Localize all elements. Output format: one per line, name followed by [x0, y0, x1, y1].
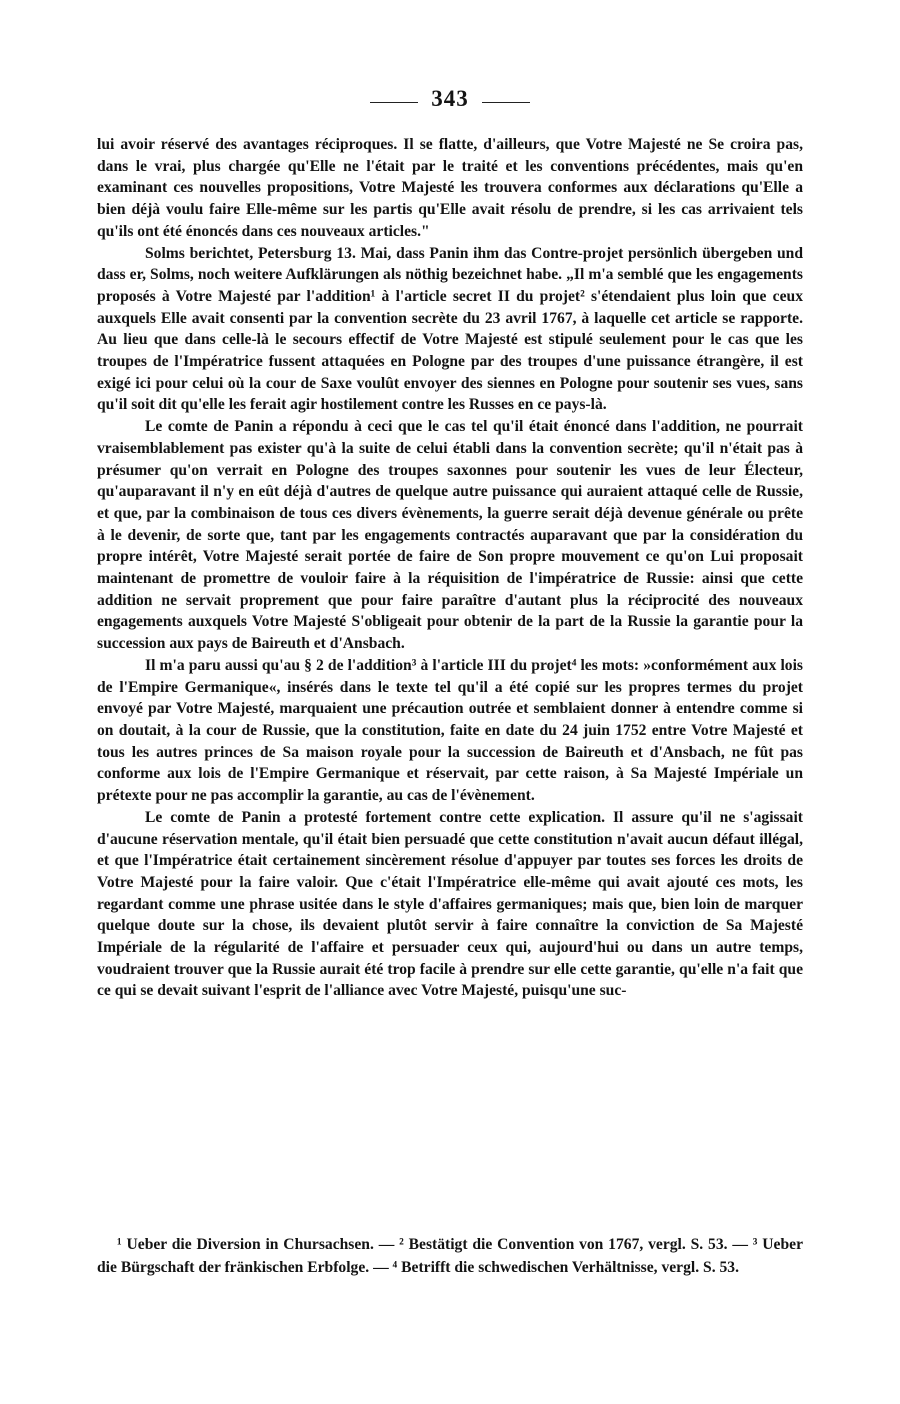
header-rule-right	[482, 102, 530, 103]
footnotes	[97, 1233, 803, 1279]
page-header	[0, 86, 900, 120]
paragraph-4: Il m'a paru aussi qu'au § 2 de l'addition³ à l'article III du projet⁴ les mots: »conformément aux lois de l'Empire Germanique«, insérés dans le texte tel qu'il a été copié sur les propres termes du projet envoyé par Votre Majesté, marquaient une précaution outrée et semblaient donner à entendre comme si on doutait, à la cour de Russie, que la constitution, faite en date du 24 juin 1752 entre Votre Majesté et tous les autres princes de Sa maison royale pour la succession de Baireuth et d'Ansbach, ne fût pas conforme aux lois de l'Empire Germanique et réservait, par cette raison, à Sa Majesté Impériale un prétexte pour ne pas accomplir la garantie, au cas de l'évènement.	[97, 656, 803, 805]
page-body	[97, 134, 803, 1002]
paragraph-2: Solms berichtet, Petersburg 13. Mai, dass Panin ihm das Contre-projet persönlich übergeben und dass er, Solms, noch weitere Aufklärungen als nöthig bezeichnet habe. „Il m'a semblé que les engagements proposés à Votre Majesté par l'addition¹ à l'article secret II du projet² s'étendaient plus loin que ceux auxquels Elle avait consenti par la convention secrète du 23 avril 1767, à laquelle cet article se rapporte. Au lieu que dans celle-là le secours effectif de Votre Majesté est stipulé seulement pour le cas que les troupes de l'Impératrice fussent attaquées en Pologne par des troupes d'une puissance étrangère, il est exigé ici pour celui où la cour de Saxe voulût envoyer des siennes en Pologne pour soutenir ses vues, sans qu'il soit dit qu'elle les ferait agir hostilement contre les Russes en ce pays-là.	[97, 244, 803, 414]
paragraph-1: lui avoir réservé des avantages réciproques. Il se flatte, d'ailleurs, que Votre Majesté ne Se croira pas, dans le vrai, plus chargée qu'Elle ne l'était par le traité et les conventions précédentes, mais qu'en examinant ces nouvelles propositions, Votre Majesté les trouvera conformes aux déclarations qu'Elle a bien déjà voulu faire Elle-même sur les partis qu'Elle avait résolu de prendre, si les cas arrivaient tels qu'ils ont été énoncés dans ces nouveaux articles."	[97, 136, 803, 240]
paragraph-3: Le comte de Panin a répondu à ceci que le cas tel qu'il était énoncé dans l'addition, ne pourrait vraisemblablement pas exister qu'à la suite de celui établi dans la convention secrète; qu'il n'était pas à présumer qu'on verrait en Pologne des troupes saxonnes pour soutenir les vues de leur Électeur, qu'auparavant il n'y en eût déjà d'autres de quelque autre puissance qui auraient attaqué celle de Russie, et que, par la combinaison de tous ces divers évènements, la guerre serait déjà devenue générale ou prête à le devenir, de sorte que, tant par les engagements contractés auparavant que par la considération du propre intérêt, Votre Majesté serait portée de faire de Son propre mouvement ce qu'on Lui proposait maintenant de promettre de vouloir faire à la réquisition de l'impératrice de Russie: ainsi que cette addition ne servait proprement que pour faire paraître d'autant plus la réciprocité des nouveaux engagements auxquels Votre Majesté S'obligeait pour obtenir de la part de la Russie la garantie pour la succession aux pays de Baireuth et d'Ansbach.	[97, 418, 803, 653]
header-rule-left	[370, 102, 418, 103]
paragraph-5: Le comte de Panin a protesté fortement contre cette explication. Il assure qu'il ne s'agissait d'aucune réservation mentale, qu'il était bien persuadé que cette constitution n'avait aucun défaut illégal, et que l'Impératrice était certainement sincèrement résolue d'appuyer par toutes ses forces les droits de Votre Majesté pour la faire valoir. Que c'était l'Impératrice elle-même qui avait ajouté ces mots, les regardant comme une phrase usitée dans le style d'affaires germaniques; mais que, bien loin de marquer quelque doute sur la chose, ils devaient plutôt servir à faire connaître la conviction de Sa Majesté Impériale de la régularité de l'affaire et persuader ceux qui, aujourd'hui ou dans un autre temps, voudraient trouver que la Russie aurait été trop facile à prendre sur elle cette garantie, qu'elle n'a fait que ce qui se devait suivant l'esprit de l'alliance avec Votre Majesté, puisqu'une suc-	[97, 808, 803, 1000]
page-number: 343	[431, 86, 469, 111]
footnote-text: ¹ Ueber die Diversion in Chursachsen. — ² Bestätigt die Convention von 1767, vergl. S. 53. — ³ Ueber die Bürgschaft der fränkischen Erbfolge. — ⁴ Betrifft die schwedischen Verhältnisse, vergl. S. 53.	[97, 1236, 803, 1276]
